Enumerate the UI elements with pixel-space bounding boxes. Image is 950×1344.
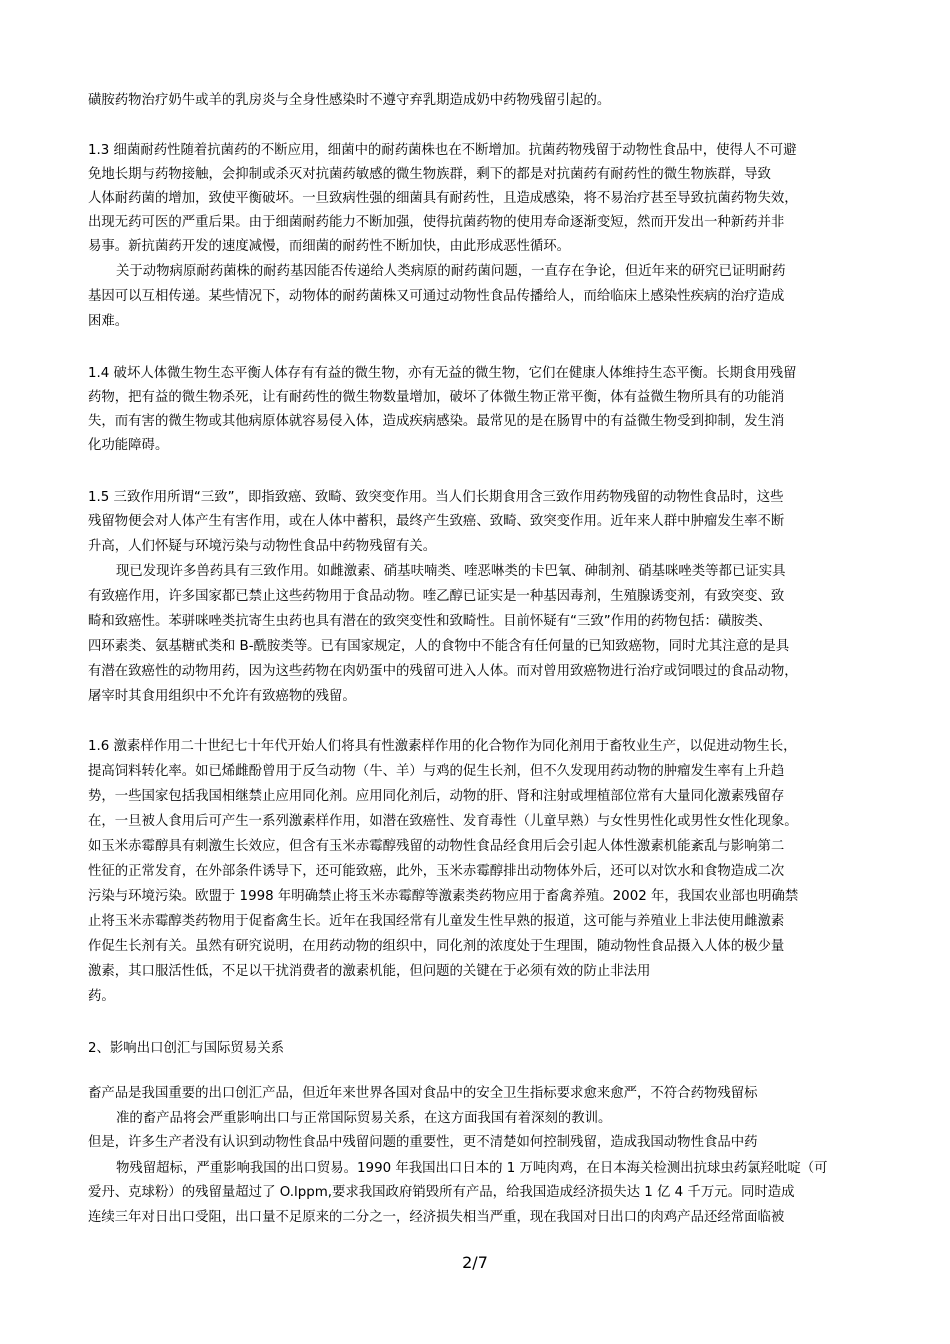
text-line: 1.5 三致作用所谓“三致”，即指致癌、致畸、致突变作用。当人们长期食用含三致作用药物残留的动物性食品时，这些 [88,490,784,505]
text-line: 如玉米赤霉醇具有刺激生长效应，但含有玉米赤霉醇残留的动物性食品经食用后会引起人体性激素机能紊乱与影响第二 [88,839,785,854]
text-line: 在，一旦被人食用后可产生一系列激素样作用，如潜在致癌性、发育毒性（儿童早熟）与女性男性化或男性女性化现象。 [88,814,798,829]
text-line: 屠宰时其食用组织中不允许有致癌物的残留。 [88,689,356,704]
text-line: 连续三年对日出口受阻，出口量不足原来的二分之一，经济损失相当严重，现在我国对日出口的肉鸡产品还经常面临被 [88,1210,785,1225]
text-line: 势，一些国家包括我国相继禁止应用同化剂。应用同化剂后，动物的肝、肾和注射或埋植部位常有大量同化激素残留存 [88,789,785,804]
text-line: 准的畜产品将会严重影响出口与正常国际贸易关系，在这方面我国有着深刻的教训。 [116,1111,612,1126]
text-line: 关于动物病原耐药菌株的耐药基因能否传递给人类病原的耐药菌问题，一直存在争论，但近年来的研究已证明耐药 [116,264,786,279]
text-line: 四环素类、氨基糖甙类和 B-酰胺类等。已有国家规定，人的食物中不能含有任何量的已知致癌物，同时尤其注意的是具 [88,639,790,654]
text-line: 有致癌作用，许多国家都已禁止这些药物用于食品动物。喹乙醇已证实是一种基因毒剂，生殖腺诱变剂，有致突变、致 [88,589,785,604]
text-line: 困难。 [88,314,129,329]
text-line: 止将玉米赤霉醇类药物用于促畜禽生长。近年在我国经常有儿童发生性早熟的报道，这可能与养殖业上非法使用雌激素 [88,914,785,929]
text-line: 物残留超标，严重影响我国的出口贸易。1990 年我国出口日本的 1 万吨肉鸡，在日本海关检测出抗球虫药氯羟吡啶（可 [116,1161,828,1176]
text-line: 药。 [88,989,115,1004]
text-line: 现已发现许多兽药具有三致作用。如雌激素、硝基呋喃类、喹恶啉类的卡巴氧、砷制剂、硝基咪唑类等都已证实具 [116,564,786,579]
text-line: 出现无药可医的严重后果。由于细菌耐药能力不断加强，使得抗菌药物的使用寿命逐渐变短，然而开发出一种新药并非 [88,215,785,230]
text-line: 污染与环境污染。欧盟于 1998 年明确禁止将玉米赤霉醇等激素类药物应用于畜禽养殖。2002 年，我国农业部也明确禁 [88,889,799,904]
text-line: 畸和致癌性。苯骈咪唑类抗寄生虫药也具有潜在的致突变性和致畸性。目前怀疑有“三致”作用的药物包括：磺胺类、 [88,614,772,629]
text-line: 1.4 破坏人体微生物生态平衡人体存有有益的微生物，亦有无益的微生物，它们在健康人体维持生态平衡。长期食用残留 [88,366,797,381]
section-heading: 畜产品是我国重要的出口创汇产品，但近年来世界各国对食品中的安全卫生指标要求愈来愈严，不符合药物残留标 [88,1086,758,1101]
text-line: 易事。新抗菌药开发的速度减慢，而细菌的耐药性不断加快，由此形成恶性循环。 [88,239,571,254]
text-line: 性征的正常发育，在外部条件诱导下，还可能致癌，此外，玉米赤霉醇排出动物体外后，还可以对饮水和食物造成二次 [88,864,785,879]
text-line: 有潜在致癌性的动物用药，因为这些药物在肉奶蛋中的残留可进入人体。而对曾用致癌物进行治疗或饲喂过的食品动物， [88,664,798,679]
text-line: 2、影响出口创汇与国际贸易关系 [88,1041,284,1056]
text-line: 1.3 细菌耐药性随着抗菌药的不断应用，细菌中的耐药菌株也在不断增加。抗菌药物残留于动物性食品中，使得人不可避 [88,143,797,158]
text-line: 基因可以互相传递。某些情况下，动物体的耐药菌株又可通过动物性食品传播给人，而给临床上感染性疾病的治疗造成 [88,289,785,304]
text-line: 爱丹、克球粉）的残留量超过了 O.lppm,要求我国政府销毁所有产品，给我国造成经济损失达 1 亿 4 千万元。同时造成 [88,1185,795,1200]
text-line: 药物，把有益的微生物杀死，让有耐药性的微生物数量增加，破坏了体微生物正常平衡，体有益微生物所具有的功能消 [88,390,785,405]
text-line: 升高，人们怀疑与环境污染与动物性食品中药物残留有关。 [88,539,437,554]
text-line: 失，而有害的微生物或其他病原体就容易侵入体，造成疾病感染。最常见的是在肠胃中的有益微生物受到抑制，发生消 [88,414,785,429]
text-line: 磺胺药物治疗奶牛或羊的乳房炎与全身性感染时不遵守弃乳期造成奶中药物残留引起的。 [88,93,611,108]
text-line: 激素，其口服活性低，不足以干扰消费者的激素机能，但问题的关键在于必须有效的防止非法用 [88,964,651,979]
text-line: 残留物便会对人体产生有害作用，或在人体中蓄积，最终产生致癌、致畸、致突变作用。近年来人群中肿瘤发生率不断 [88,514,785,529]
text-line: 免地长期与药物接触，会抑制或杀灭对抗菌药敏感的微生物族群，剩下的都是对抗菌药有耐药性的微生物族群，导致 [88,167,771,182]
text-line: 化功能障碍。 [88,438,169,453]
text-line: 作促生长剂有关。虽然有研究说明，在用药动物的组织中，同化剂的浓度处于生理围，随动物性食品摄入人体的极少量 [88,939,785,954]
text-line: 提高饲料转化率。如已烯雌酚曾用于反刍动物（牛、羊）与鸡的促生长剂，但不久发现用药动物的肿瘤发生率有上升趋 [88,764,785,779]
text-line: 1.6 激素样作用二十世纪七十年代开始人们将具有性激素样作用的化合物作为同化剂用于畜牧业生产，以促进动物生长， [88,739,797,754]
page-number: 2/7 [462,1253,488,1272]
text-line: 人体耐药菌的增加，致使平衡破坏。一旦致病性强的细菌具有耐药性，且造成感染，将不易治疗甚至导致抗菌药物失效， [88,191,798,206]
text-line: 但是，许多生产者没有认识到动物性食品中残留问题的重要性，更不清楚如何控制残留，造成我国动物性食品中药 [88,1135,758,1150]
